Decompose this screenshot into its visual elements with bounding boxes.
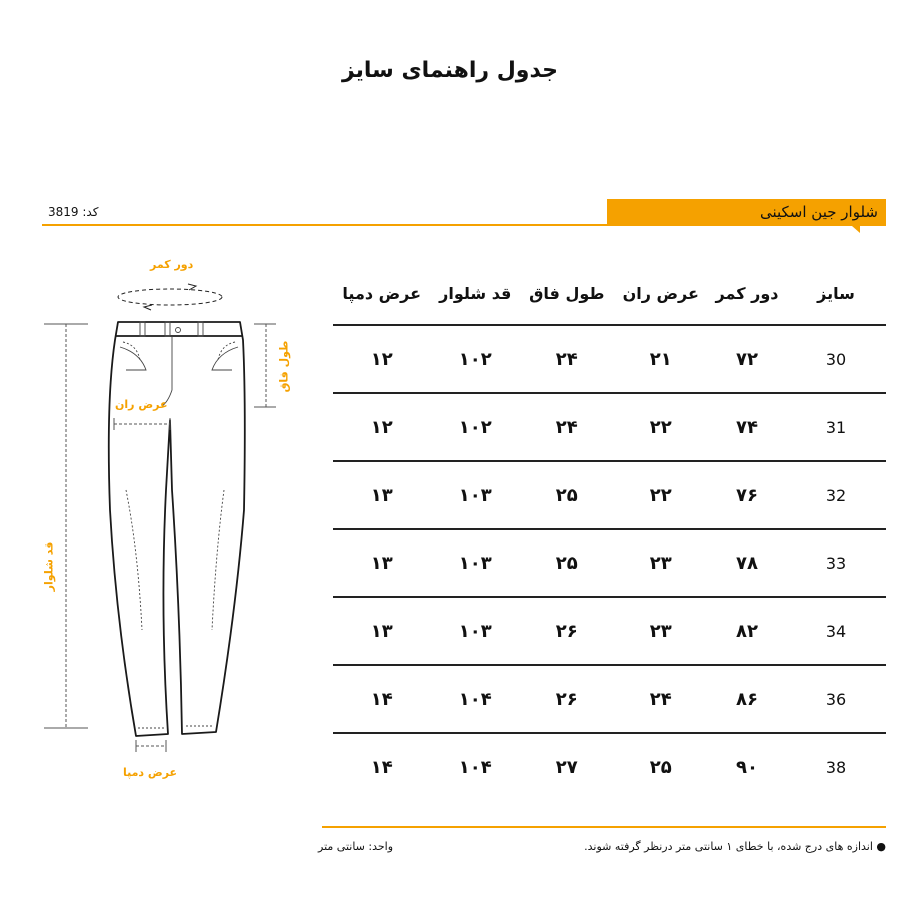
product-name: شلوار جین اسکینی	[759, 203, 878, 221]
table-row	[333, 733, 886, 800]
thigh-cell: ۲۳	[613, 597, 708, 665]
waist-label: دور کمر	[150, 258, 194, 271]
length-measure	[44, 324, 88, 728]
header-length: قد شلوار	[439, 283, 512, 303]
waist-cell: ۸۲	[708, 597, 786, 665]
hem-cell: ۱۳	[333, 597, 430, 665]
rise-cell: ۲۵	[520, 529, 613, 597]
header-hem: عرض دمپا	[342, 283, 422, 303]
thigh-cell: ۲۴	[613, 665, 708, 733]
length-label: قد شلوار	[42, 541, 56, 592]
table-row	[333, 665, 886, 733]
hem-cell: ۱۲	[333, 325, 430, 393]
size-table	[333, 262, 886, 800]
rise-cell: ۲۶	[520, 597, 613, 665]
header-waist: دور کمر	[715, 283, 779, 303]
hem-measure	[136, 740, 166, 752]
length-cell: ۱۰۲	[430, 393, 520, 461]
length-cell: ۱۰۳	[430, 597, 520, 665]
rise-cell: ۲۷	[520, 733, 613, 800]
tolerance-note-text: اندازه های درج شده، با خطای ۱ سانتی متر درنظر گرفته شوند.	[584, 840, 873, 853]
thigh-cell: ۲۲	[613, 393, 708, 461]
waist-ellipse	[118, 289, 222, 305]
hem-cell: ۱۳	[333, 529, 430, 597]
tolerance-note	[584, 840, 886, 853]
table-row	[333, 461, 886, 529]
waist-cell: ۷۲	[708, 325, 786, 393]
rise-cell: ۲۴	[520, 325, 613, 393]
thigh-cell: ۲۵	[613, 733, 708, 800]
bullet-icon: ●	[876, 840, 886, 853]
waist-cell: ۷۶	[708, 461, 786, 529]
rise-measure	[254, 324, 276, 407]
hem-cell: ۱۳	[333, 461, 430, 529]
unit-note: واحد: سانتی متر	[318, 840, 394, 853]
hem-cell: ۱۴	[333, 665, 430, 733]
hem-cell: ۱۲	[333, 393, 430, 461]
thigh-cell: ۲۳	[613, 529, 708, 597]
length-cell: ۱۰۴	[430, 733, 520, 800]
length-cell: ۱۰۲	[430, 325, 520, 393]
table-row	[333, 529, 886, 597]
rise-cell: ۲۴	[520, 393, 613, 461]
rise-cell: ۲۶	[520, 665, 613, 733]
size-cell: 34	[786, 597, 886, 665]
footer-divider	[322, 826, 886, 828]
product-code: کد: 3819	[48, 205, 99, 219]
size-cell: 33	[786, 529, 886, 597]
thigh-label: عرض ران	[115, 398, 168, 411]
size-cell: 31	[786, 393, 886, 461]
table-header-row	[333, 262, 886, 325]
size-cell: 32	[786, 461, 886, 529]
hem-cell: ۱۴	[333, 733, 430, 800]
thigh-cell: ۲۱	[613, 325, 708, 393]
waist-arrow-right	[188, 284, 196, 290]
header-rise: طول فاق	[529, 283, 605, 303]
table-row	[333, 393, 886, 461]
rise-cell: ۲۵	[520, 461, 613, 529]
table-row	[333, 325, 886, 393]
thigh-measure	[114, 418, 170, 430]
rise-label: طول فاق	[277, 340, 291, 393]
waist-cell: ۷۸	[708, 529, 786, 597]
length-cell: ۱۰۴	[430, 665, 520, 733]
banner-tail	[852, 226, 860, 233]
jeans-outline	[109, 322, 245, 736]
jeans-diagram	[30, 250, 280, 780]
hem-label: عرض دمپا	[123, 766, 178, 779]
size-cell: 36	[786, 665, 886, 733]
size-cell: 38	[786, 733, 886, 800]
thigh-cell: ۲۲	[613, 461, 708, 529]
waist-arrow-left	[144, 305, 152, 310]
jeans-details	[120, 322, 238, 728]
header-size: سایز	[817, 283, 855, 303]
size-cell: 30	[786, 325, 886, 393]
waist-cell: ۹۰	[708, 733, 786, 800]
waist-cell: ۸۶	[708, 665, 786, 733]
page-title: جدول راهنمای سایز	[341, 58, 559, 83]
table-row	[333, 597, 886, 665]
length-cell: ۱۰۳	[430, 461, 520, 529]
length-cell: ۱۰۳	[430, 529, 520, 597]
product-banner	[607, 199, 886, 226]
waist-cell: ۷۴	[708, 393, 786, 461]
header-thigh: عرض ران	[622, 283, 699, 303]
